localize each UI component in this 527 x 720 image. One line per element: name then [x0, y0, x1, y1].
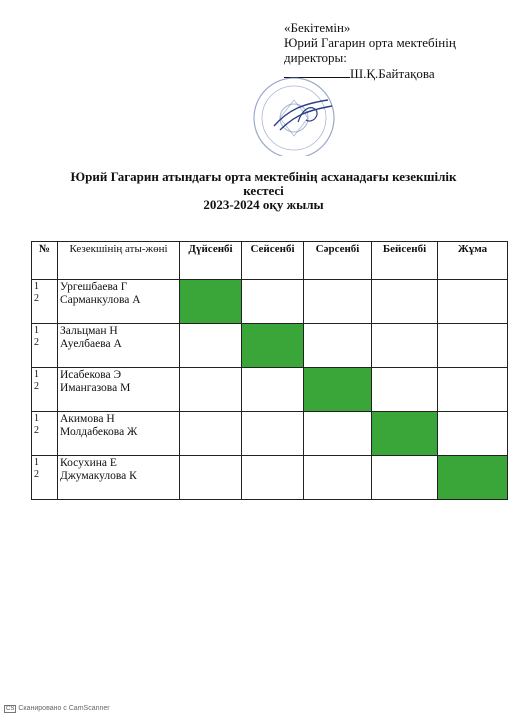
duty-day-cell — [304, 324, 372, 368]
row-number-cell — [32, 368, 58, 412]
duty-day-cell — [180, 324, 242, 368]
row-names-cell — [58, 412, 180, 456]
duty-schedule-table — [31, 241, 508, 500]
row-number: 1 — [34, 457, 39, 468]
table-row — [32, 324, 508, 368]
duty-person-name: Косухина Е — [60, 457, 117, 469]
table-row — [32, 412, 508, 456]
header-friday: Жұма — [438, 242, 508, 280]
header-thursday: Бейсенбі — [372, 242, 438, 280]
duty-day-cell-marked — [438, 456, 508, 500]
table-row — [32, 456, 508, 500]
row-number: 2 — [34, 381, 39, 392]
row-number: 1 — [34, 369, 39, 380]
row-number: 2 — [34, 293, 39, 304]
duty-day-cell — [180, 368, 242, 412]
title-line-2: кестесі — [243, 183, 284, 198]
row-number: 1 — [34, 325, 39, 336]
duty-day-cell — [180, 456, 242, 500]
stamp-seal-icon — [236, 70, 352, 156]
duty-day-cell-marked — [304, 368, 372, 412]
duty-day-cell-marked — [372, 412, 438, 456]
table-header-row — [32, 242, 508, 280]
row-number-cell — [32, 412, 58, 456]
signer-name: Ш.Қ.Байтақова — [350, 66, 435, 81]
duty-day-cell — [304, 412, 372, 456]
duty-person-name: Джумакулова К — [60, 470, 137, 482]
row-number: 2 — [34, 425, 39, 436]
duty-day-cell — [372, 280, 438, 324]
duty-person-name: Имангазова М — [60, 382, 131, 394]
row-names-cell — [58, 280, 180, 324]
duty-day-cell-marked — [180, 280, 242, 324]
duty-day-cell — [180, 412, 242, 456]
duty-person-name: Сарманкулова А — [60, 294, 141, 306]
row-number: 1 — [34, 413, 39, 424]
duty-person-name: Акимова Н — [60, 413, 115, 425]
row-names-cell — [58, 368, 180, 412]
document-title — [20, 170, 507, 212]
duty-day-cell — [242, 456, 304, 500]
duty-day-cell — [242, 412, 304, 456]
row-number-cell — [32, 324, 58, 368]
scanner-text: Сканировано с CamScanner — [18, 705, 110, 712]
header-tuesday: Сейсенбі — [242, 242, 304, 280]
duty-day-cell — [372, 324, 438, 368]
duty-day-cell — [372, 368, 438, 412]
header-number: № — [32, 242, 58, 280]
table-row — [32, 280, 508, 324]
camscanner-icon: CS — [6, 706, 15, 712]
duty-day-cell — [242, 368, 304, 412]
row-number: 2 — [34, 469, 39, 480]
row-number-cell — [32, 280, 58, 324]
duty-day-cell — [304, 456, 372, 500]
row-number-cell — [32, 456, 58, 500]
duty-day-cell — [438, 280, 508, 324]
row-names-cell — [58, 456, 180, 500]
header-wednesday: Сәрсенбі — [304, 242, 372, 280]
duty-person-name: Исабекова Э — [60, 369, 122, 381]
approval-heading: «Бекітемін» — [284, 20, 351, 35]
approval-position: директоры: — [284, 50, 347, 65]
duty-day-cell — [242, 280, 304, 324]
title-line-3: 2023-2024 оқу жылы — [203, 197, 324, 212]
approval-school: Юрий Гагарин орта мектебінің — [284, 35, 456, 50]
duty-day-cell — [372, 456, 438, 500]
duty-day-cell — [438, 324, 508, 368]
duty-day-cell — [438, 412, 508, 456]
scanner-footer — [4, 705, 110, 713]
duty-day-cell-marked — [242, 324, 304, 368]
table-row — [32, 368, 508, 412]
duty-person-name: Ауелбаева А — [60, 338, 122, 350]
row-number: 1 — [34, 281, 39, 292]
row-number: 2 — [34, 337, 39, 348]
row-names-cell — [58, 324, 180, 368]
duty-person-name: Молдабекова Ж — [60, 426, 138, 438]
header-monday: Дүйсенбі — [180, 242, 242, 280]
duty-day-cell — [304, 280, 372, 324]
duty-person-name: Зальцман Н — [60, 325, 118, 337]
duty-day-cell — [438, 368, 508, 412]
duty-person-name: Ургешбаева Г — [60, 281, 128, 293]
title-line-1: Юрий Гагарин атындағы орта мектебінің асханадағы кезекшілік — [70, 169, 457, 184]
header-name: Кезекшінің аты-жөні — [58, 242, 180, 280]
